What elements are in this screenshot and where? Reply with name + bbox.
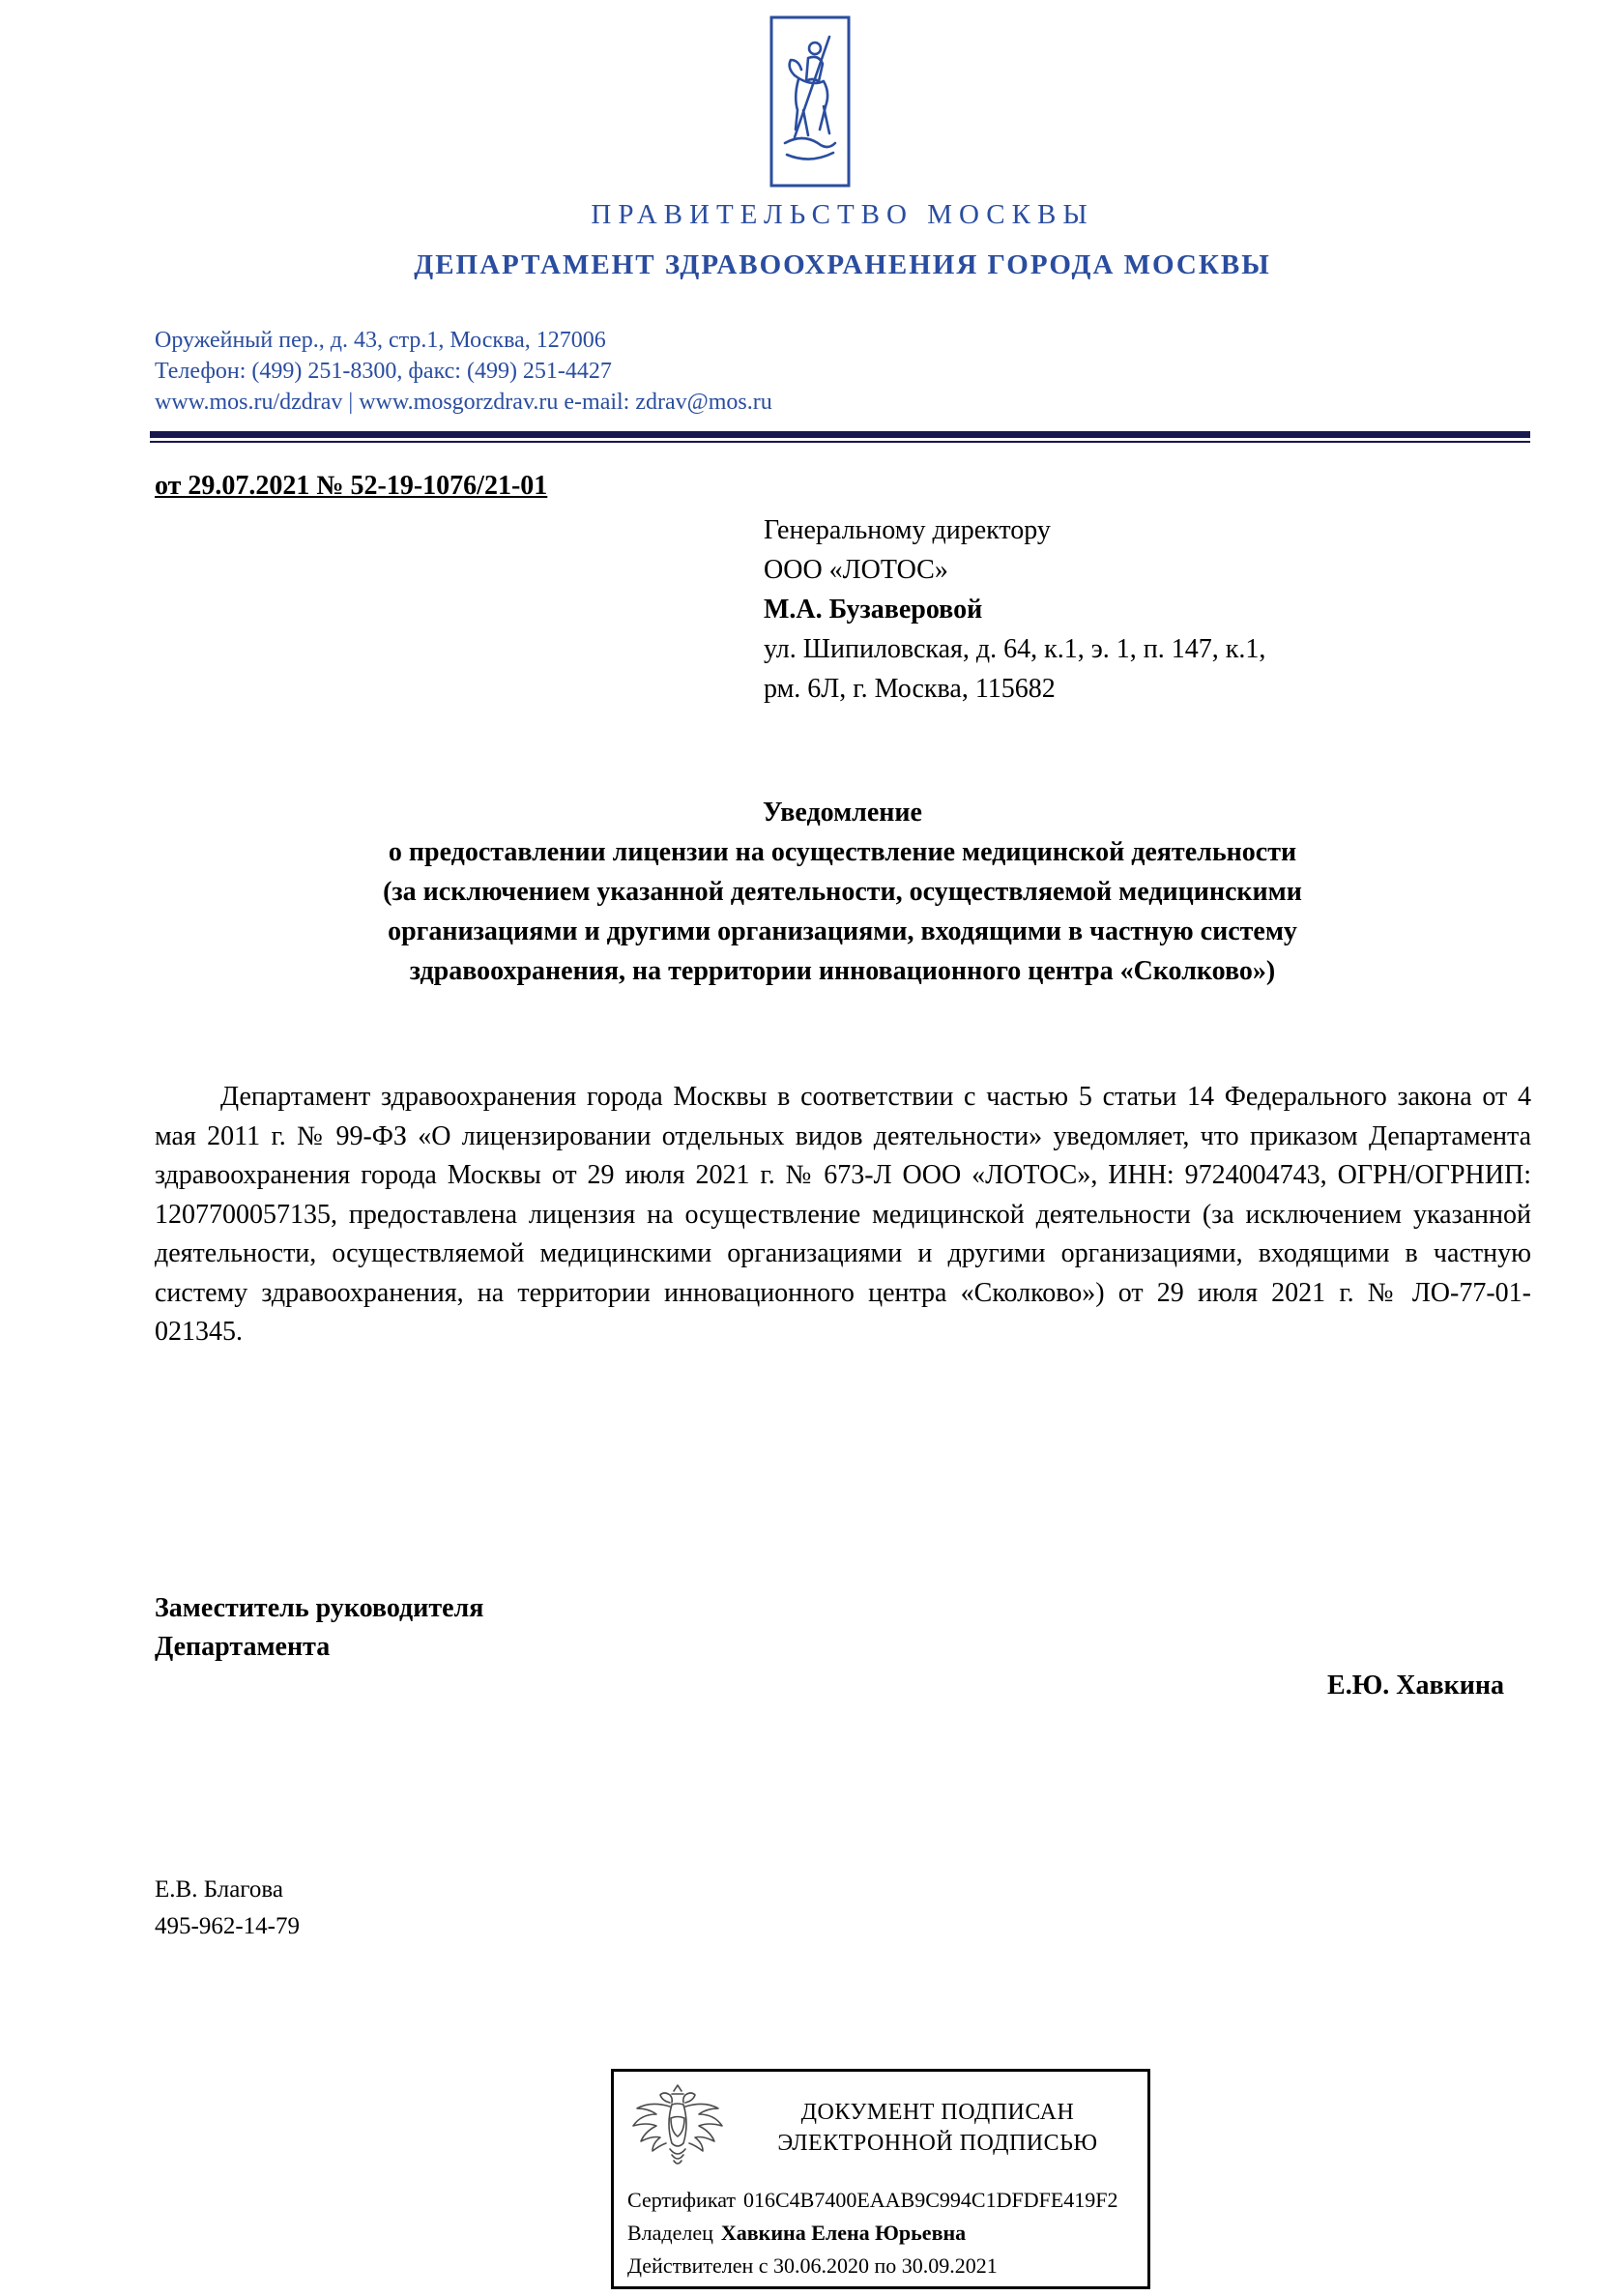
stamp-title-line: ЭЛЕКТРОННОЙ ПОДПИСЬЮ [777, 2131, 1098, 2156]
moscow-coat-of-arms-icon [769, 15, 851, 188]
signatory-position-line: Заместитель руководителя [155, 1593, 484, 1623]
eagle-emblem-icon [627, 2081, 728, 2172]
signatory-position-line: Департамента [155, 1632, 331, 1662]
signatory-position [155, 1589, 483, 1667]
owner-value: Хавкина Елена Юрьевна [720, 2221, 967, 2245]
title-line: о предоставлении лицензии на осуществление медицинской деятельности [388, 837, 1297, 867]
stamp-title [728, 2097, 1147, 2159]
recipient-name: М.А. Бузаверовой [764, 595, 983, 625]
header-rule-thick [150, 431, 1530, 438]
header-rule [150, 431, 1530, 443]
title-line: здравоохранения, на территории инновационного центра «Сколково») [409, 956, 1276, 986]
validity-line: Действителен с 30.06.2020 по 30.09.2021 [627, 2253, 998, 2278]
recipient-address-line: рм. 6Л, г. Москва, 115682 [764, 674, 1056, 704]
certificate-label: Сертификат [627, 2188, 736, 2212]
title-line: организациями и другими организациями, входящими в частную систему [388, 916, 1297, 946]
stamp-header [614, 2072, 1147, 2172]
certificate-value: 016C4B7400EAAB9C994C1DFDFE419F2 [743, 2188, 1118, 2212]
owner-label: Владелец [627, 2221, 713, 2245]
header-rule-thin [150, 441, 1530, 443]
signatory-name: Е.Ю. Хавкина [1327, 1671, 1504, 1700]
recipient-position: Генеральному директору [764, 515, 1051, 545]
owner-line [627, 2217, 1134, 2250]
title-line: (за исключением указанной деятельности, осуществляемой медицинскими [383, 877, 1302, 907]
stamp-details [627, 2184, 1134, 2282]
executor-name: Е.В. Благова [155, 1876, 283, 1903]
government-title: ПРАВИТЕЛЬСТВО МОСКВЫ [591, 199, 1094, 230]
document-title [155, 793, 1530, 991]
recipient-company: ООО «ЛОТОС» [764, 555, 948, 585]
reference-number: от 29.07.2021 № 52-19-1076/21-01 [155, 471, 548, 501]
executor-phone: 495-962-14-79 [155, 1913, 300, 1939]
recipient-address-line: ул. Шипиловская, д. 64, к.1, э. 1, п. 147, к.1, [764, 634, 1266, 664]
recipient-block [764, 510, 1265, 709]
address-line: Оружейный пер., д. 43, стр.1, Москва, 127006 [155, 328, 606, 353]
digital-signature-stamp [611, 2069, 1150, 2289]
phone-fax-line: Телефон: (499) 251-8300, факс: (499) 251-4427 [155, 359, 612, 384]
title-line: Уведомление [763, 798, 922, 828]
web-email-line: www.mos.ru/dzdrav | www.mosgorzdrav.ru e-mail: zdrav@mos.ru [155, 390, 772, 415]
stamp-title-line: ДОКУМЕНТ ПОДПИСАН [800, 2100, 1075, 2125]
certificate-line [627, 2184, 1134, 2217]
body-paragraph: Департамент здравоохранения города Москвы в соответствии с частью 5 статьи 14 Федерального закона от 4 мая 2011 г. № 99-ФЗ «О лицензировании отдельных видов деятельности» уведомляет, что приказом Департамента здравоохранения города Москвы от 29 июля 2021 г. № 673-Л ООО «ЛОТОС», ИНН: 9724004743, ОГРН/ОГРНИП: 1207700057135, предоставлена лицензия на осуществление медицинской деятельности (за исключением указанной деятельности, осуществляемой медицинскими организациями и другими организациями, входящими в частную систему здравоохранения, на территории инновационного центра «Сколково») от 29 июля 2021 г. № ЛО-77-01-021345. [155, 1082, 1531, 1347]
letterhead-contact-block [155, 325, 772, 418]
executor-contact-block [155, 1872, 300, 1945]
department-title: ДЕПАРТАМЕНТ ЗДРАВООХРАНЕНИЯ ГОРОДА МОСКВЫ [414, 249, 1271, 280]
